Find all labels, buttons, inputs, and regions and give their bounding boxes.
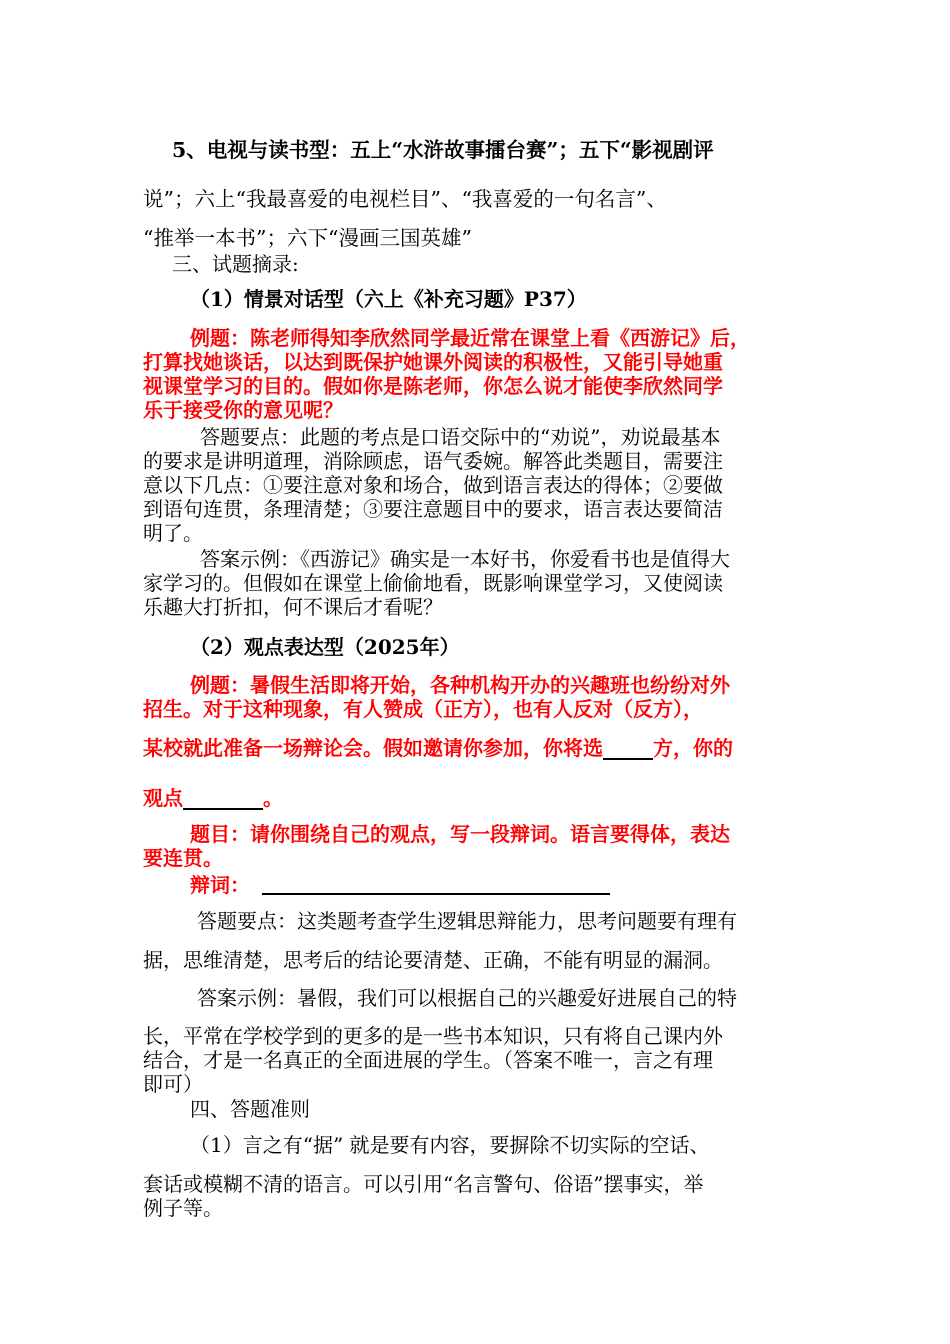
q1-points-line3: 意以下几点：①要注意对象和场合，做到语言表达的得体；②要做 bbox=[143, 473, 723, 497]
q1-example-line1: 例题：陈老师得知李欣然同学最近常在课堂上看《西游记》后， bbox=[190, 326, 750, 350]
section5-line1: 5、电视与读书型：五上“水浒故事擂台赛”；五下“影视剧评 bbox=[172, 138, 714, 162]
heading-section4: 四、答题准则 bbox=[190, 1097, 310, 1121]
rule1-line3: 例子等。 bbox=[143, 1196, 223, 1220]
q2-viewpoint-line bbox=[143, 786, 283, 810]
q2-title: （2）观点表达型（2025年） bbox=[190, 635, 460, 659]
debate-label: 辩词： bbox=[190, 873, 250, 897]
viewpoint-label: 观点 bbox=[143, 786, 183, 810]
q2-points-line2: 据，思维清楚，思考后的结论要清楚、正确，不能有明显的漏洞。 bbox=[143, 948, 723, 972]
heading-section3: 三、试题摘录: bbox=[172, 252, 299, 276]
rule1-line2: 套话或模糊不清的语言。可以引用“名言警句、俗语”摆事实，举 bbox=[143, 1172, 704, 1196]
q2-answer-line3: 结合，才是一名真正的全面进展的学生。（答案不唯一，言之有理 bbox=[143, 1048, 713, 1072]
q1-answer-line1: 答案示例：《西游记》确实是一本好书，你爱看书也是值得大 bbox=[200, 547, 730, 571]
q1-points-line2: 的要求是讲明道理，消除顾虑，语气委婉。解答此类题目，需要注 bbox=[143, 449, 723, 473]
side-choice-blank[interactable] bbox=[603, 740, 653, 760]
q2-example-line3-text: 某校就此准备一场辩论会。假如邀请你参加，你将选 bbox=[143, 736, 603, 760]
q1-title: （1）情景对话型（六上《补充习题》P37） bbox=[190, 287, 587, 311]
q1-answer-line3: 乐趣大打折扣，何不课后才看呢？ bbox=[143, 595, 443, 619]
q2-answer-line1: 答案示例：暑假，我们可以根据自己的兴趣爱好进展自己的特 bbox=[197, 986, 737, 1010]
viewpoint-end: 。 bbox=[263, 786, 283, 810]
section5-line3: “推举一本书”；六下“漫画三国英雄” bbox=[143, 226, 472, 250]
q1-answer-line2: 家学习的。但假如在课堂上偷偷地看，既影响课堂学习，又使阅读 bbox=[143, 571, 723, 595]
q2-answer-line2: 长，平常在学校学到的更多的是一些书本知识，只有将自己课内外 bbox=[143, 1024, 723, 1048]
q2-after-blank: 方，你的 bbox=[653, 736, 733, 760]
q2-example-line3 bbox=[143, 736, 733, 760]
q2-task-line1: 题目：请你围绕自己的观点，写一段辩词。语言要得体，表达 bbox=[190, 822, 730, 846]
q1-example-line3: 视课堂学习的目的。假如你是陈老师，你怎么说才能使李欣然同学 bbox=[143, 374, 723, 398]
q2-example-line1: 例题：暑假生活即将开始，各种机构开办的兴趣班也纷纷对外 bbox=[190, 673, 730, 697]
q2-points-line1: 答题要点：这类题考查学生逻辑思辩能力，思考问题要有理有 bbox=[197, 909, 737, 933]
rule1-line1: （1）言之有“据” 就是要有内容，要摒除不切实际的空话、 bbox=[190, 1133, 710, 1157]
q1-example-line4: 乐于接受你的意见呢？ bbox=[143, 398, 343, 422]
q1-points-line4: 到语句连贯，条理清楚；③要注意题目中的要求，语言表达要简洁 bbox=[143, 497, 723, 521]
q1-points-line5: 明了。 bbox=[143, 521, 203, 545]
debate-answer-line[interactable] bbox=[262, 893, 610, 895]
q2-example-line2: 招生。对于这种现象，有人赞成（正方），也有人反对（反方）， bbox=[143, 697, 703, 721]
viewpoint-blank[interactable] bbox=[183, 790, 263, 810]
q2-task-line2: 要连贯。 bbox=[143, 846, 223, 870]
q1-example-line2: 打算找她谈话，以达到既保护她课外阅读的积极性，又能引导她重 bbox=[143, 350, 723, 374]
q2-answer-line4: 即可） bbox=[143, 1072, 203, 1096]
section5-line2: 说”；六上“我最喜爱的电视栏目”、“我喜爱的一句名言”、 bbox=[143, 187, 667, 211]
q1-points-line1: 答题要点：此题的考点是口语交际中的“劝说”，劝说最基本 bbox=[200, 425, 721, 449]
